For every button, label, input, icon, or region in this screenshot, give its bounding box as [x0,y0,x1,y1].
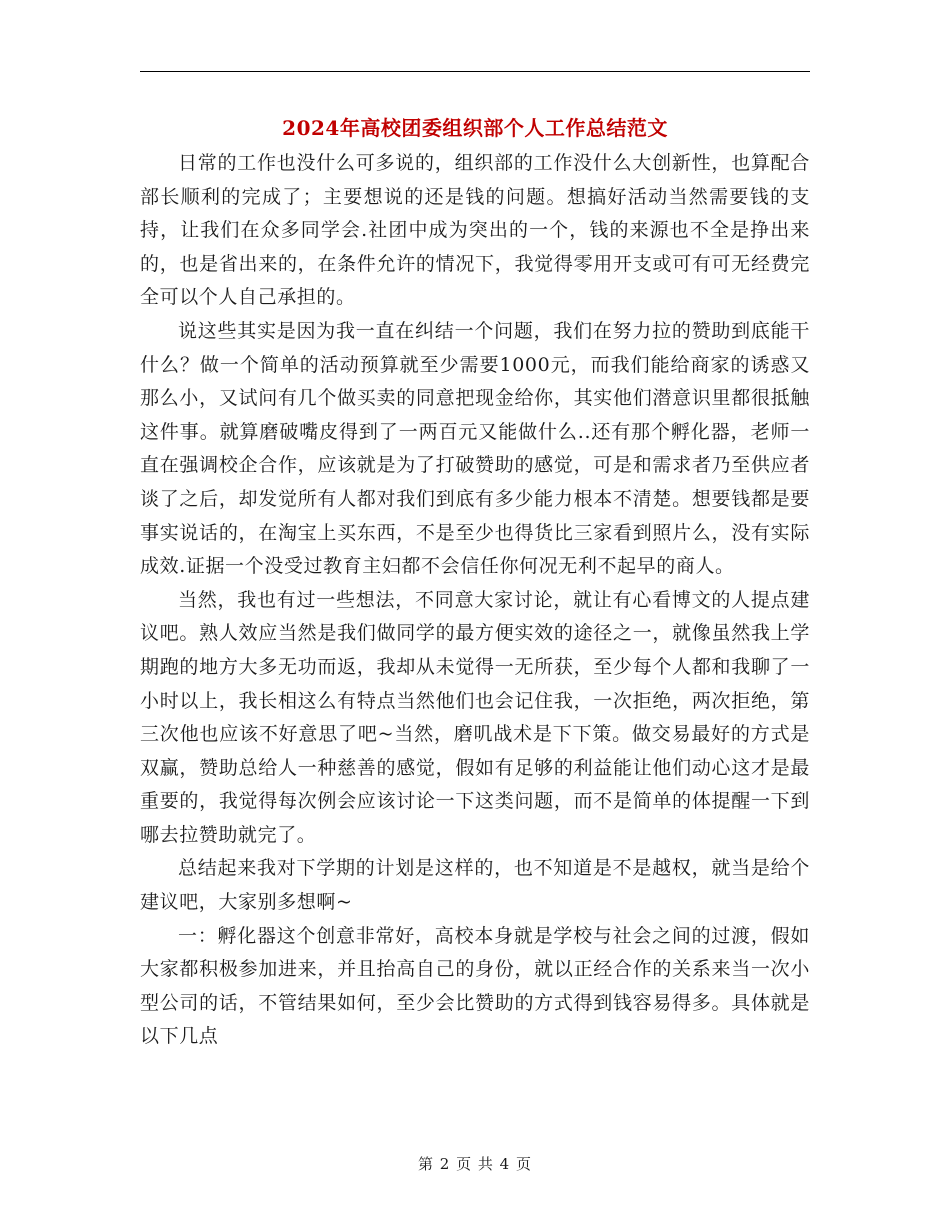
paragraph-3: 当然，我也有过一些想法，不同意大家讨论，就让有心看博文的人提点建议吧。熟人效应当然是我们做同学的最方便实效的途径之一，就像虽然我上学期跑的地方大多无功而返，我却从未觉得一无所获，至少每个人都和我聊了一小时以上，我长相这么有特点当然他们也会记住我，一次拒绝，两次拒绝，第三次他也应该不好意思了吧~当然，磨叽战术是下下策。做交易最好的方式是双赢，赞助总给人一种慈善的感觉，假如有足够的利益能让他们动心这才是最重要的，我觉得每次例会应该讨论一下这类问题，而不是简单的体提醒一下到哪去拉赞助就完了。 [140,588,810,846]
page-number: 第 2 页 共 4 页 [418,1155,532,1173]
document-title: 2024年高校团委组织部个人工作总结范文 [282,116,668,140]
paragraph-2: 说这些其实是因为我一直在纠结一个问题，我们在努力拉的赞助到底能干什么？做一个简单的活动预算就至少需要1000元，而我们能给商家的诱惑又那么小，又试问有几个做买卖的同意把现金给你，其实他们潜意识里都很抵触这件事。就算磨破嘴皮得到了一两百元又能做什么..还有那个孵化器，老师一直在强调校企合作，应该就是为了打破赞助的感觉，可是和需求者乃至供应者谈了之后，却发觉所有人都对我们到底有多少能力根本不清楚。想要钱都是要事实说话的，在淘宝上买东西，不是至少也得货比三家看到照片么，没有实际成效.证据一个没受过教育主妇都不会信任你何况无利不起早的商人。 [140,319,810,578]
document-body [140,147,810,1054]
paragraph-4: 总结起来我对下学期的计划是这样的，也不知道是不是越权，就当是给个建议吧，大家别多想啊~ [140,857,810,914]
paragraph-5: 一：孵化器这个创意非常好，高校本身就是学校与社会之间的过渡，假如大家都积极参加进来，并且抬高自己的身份，就以正经合作的关系来当一次小型公司的话，不管结果如何，至少会比赞助的方式得到钱容易得多。具体就是以下几点 [140,924,810,1048]
paragraph-1: 日常的工作也没什么可多说的，组织部的工作没什么大创新性，也算配合部长顺利的完成了；主要想说的还是钱的问题。想搞好活动当然需要钱的支持，让我们在众多同学会.社团中成为突出的一个，钱的来源也不全是挣出来的，也是省出来的，在条件允许的情况下，我觉得零用开支或可有可无经费完全可以个人自己承担的。 [140,152,810,309]
header-rule [140,71,810,72]
